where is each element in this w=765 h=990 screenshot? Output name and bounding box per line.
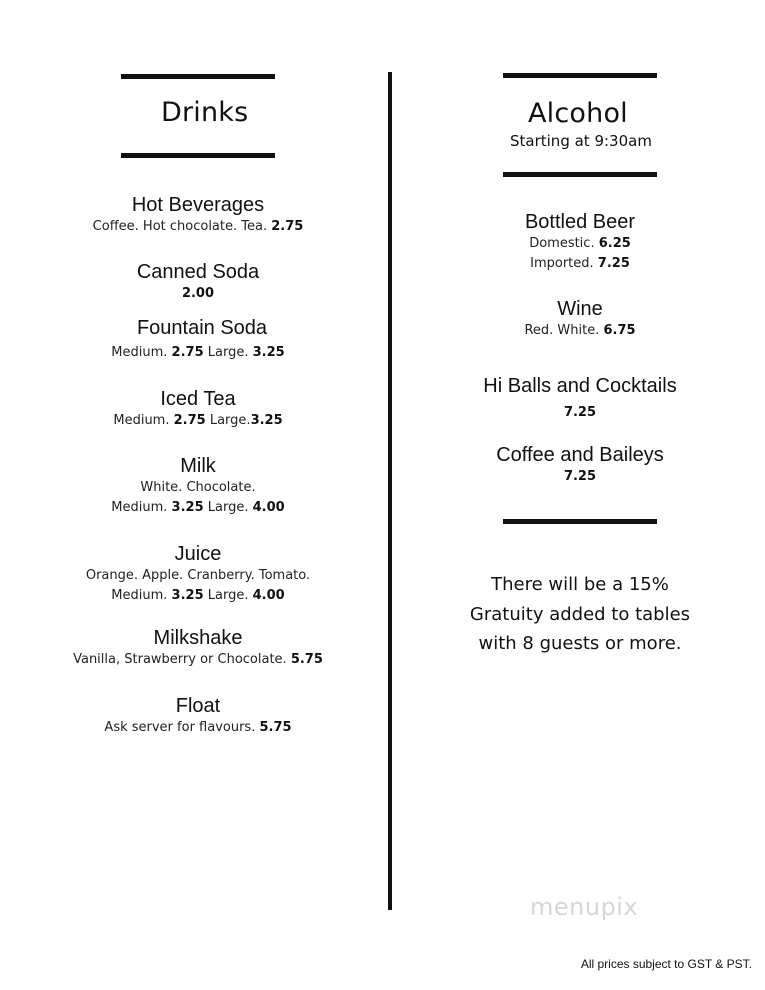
menu-item — [50, 626, 346, 670]
menu-item — [50, 694, 346, 738]
item-name: Iced Tea — [160, 388, 236, 410]
item-name: Juice — [174, 543, 222, 565]
item-detail: 7.25 — [563, 469, 597, 484]
alcohol-subtitle: Starting at 9:30am — [510, 132, 652, 150]
item-name: Milk — [180, 455, 216, 477]
menupix-watermark: menupix — [530, 893, 639, 921]
item-detail: Domestic. 6.25 — [529, 236, 631, 251]
item-name: Float — [175, 695, 221, 717]
item-detail: Medium. 3.25 Large. 4.00 — [111, 588, 285, 603]
gratuity-note: There will be a 15% Gratuity added to tables with 8 guests or more. — [469, 574, 691, 654]
item-detail: Imported. 7.25 — [530, 256, 630, 271]
item-detail: Medium. 2.75 Large.3.25 — [113, 413, 283, 428]
alcohol-list — [460, 0, 700, 990]
drinks-title: Drinks — [161, 97, 249, 128]
item-name: Hot Beverages — [131, 194, 265, 216]
item-detail: Medium. 2.75 Large. 3.25 — [111, 345, 285, 360]
tax-footer: All prices subject to GST & PST. — [580, 957, 752, 971]
item-detail: 7.25 — [563, 405, 597, 420]
drinks-list — [50, 0, 346, 990]
item-name: Milkshake — [153, 627, 243, 649]
menu-item — [50, 260, 346, 304]
menu-item — [50, 454, 346, 518]
menu-item — [460, 443, 700, 487]
item-detail: Coffee. Hot chocolate. Tea. 2.75 — [92, 219, 304, 234]
item-detail: Red. White. 6.75 — [524, 323, 636, 338]
menu-item — [50, 316, 346, 363]
item-name: Fountain Soda — [136, 317, 268, 339]
menu-item — [50, 542, 346, 606]
menu-item — [460, 374, 700, 423]
item-detail: Vanilla, Strawberry or Chocolate. 5.75 — [73, 652, 323, 667]
item-name: Canned Soda — [136, 261, 260, 283]
item-detail: Medium. 3.25 Large. 4.00 — [111, 500, 285, 515]
menu-item — [50, 193, 346, 237]
item-detail: Ask server for flavours. 5.75 — [104, 720, 292, 735]
menu-item — [50, 387, 346, 431]
item-detail: White. Chocolate. — [140, 480, 256, 495]
item-name: Wine — [557, 298, 603, 320]
item-detail: 2.00 — [181, 286, 215, 301]
item-name: Hi Balls and Cocktails — [483, 375, 677, 397]
alcohol-title: Alcohol — [528, 98, 628, 129]
item-detail: Orange. Apple. Cranberry. Tomato. — [85, 568, 311, 583]
item-name: Bottled Beer — [524, 211, 636, 233]
item-name: Coffee and Baileys — [496, 444, 664, 466]
column-divider — [388, 72, 392, 910]
menu-item — [460, 210, 700, 274]
menu-item — [460, 297, 700, 341]
